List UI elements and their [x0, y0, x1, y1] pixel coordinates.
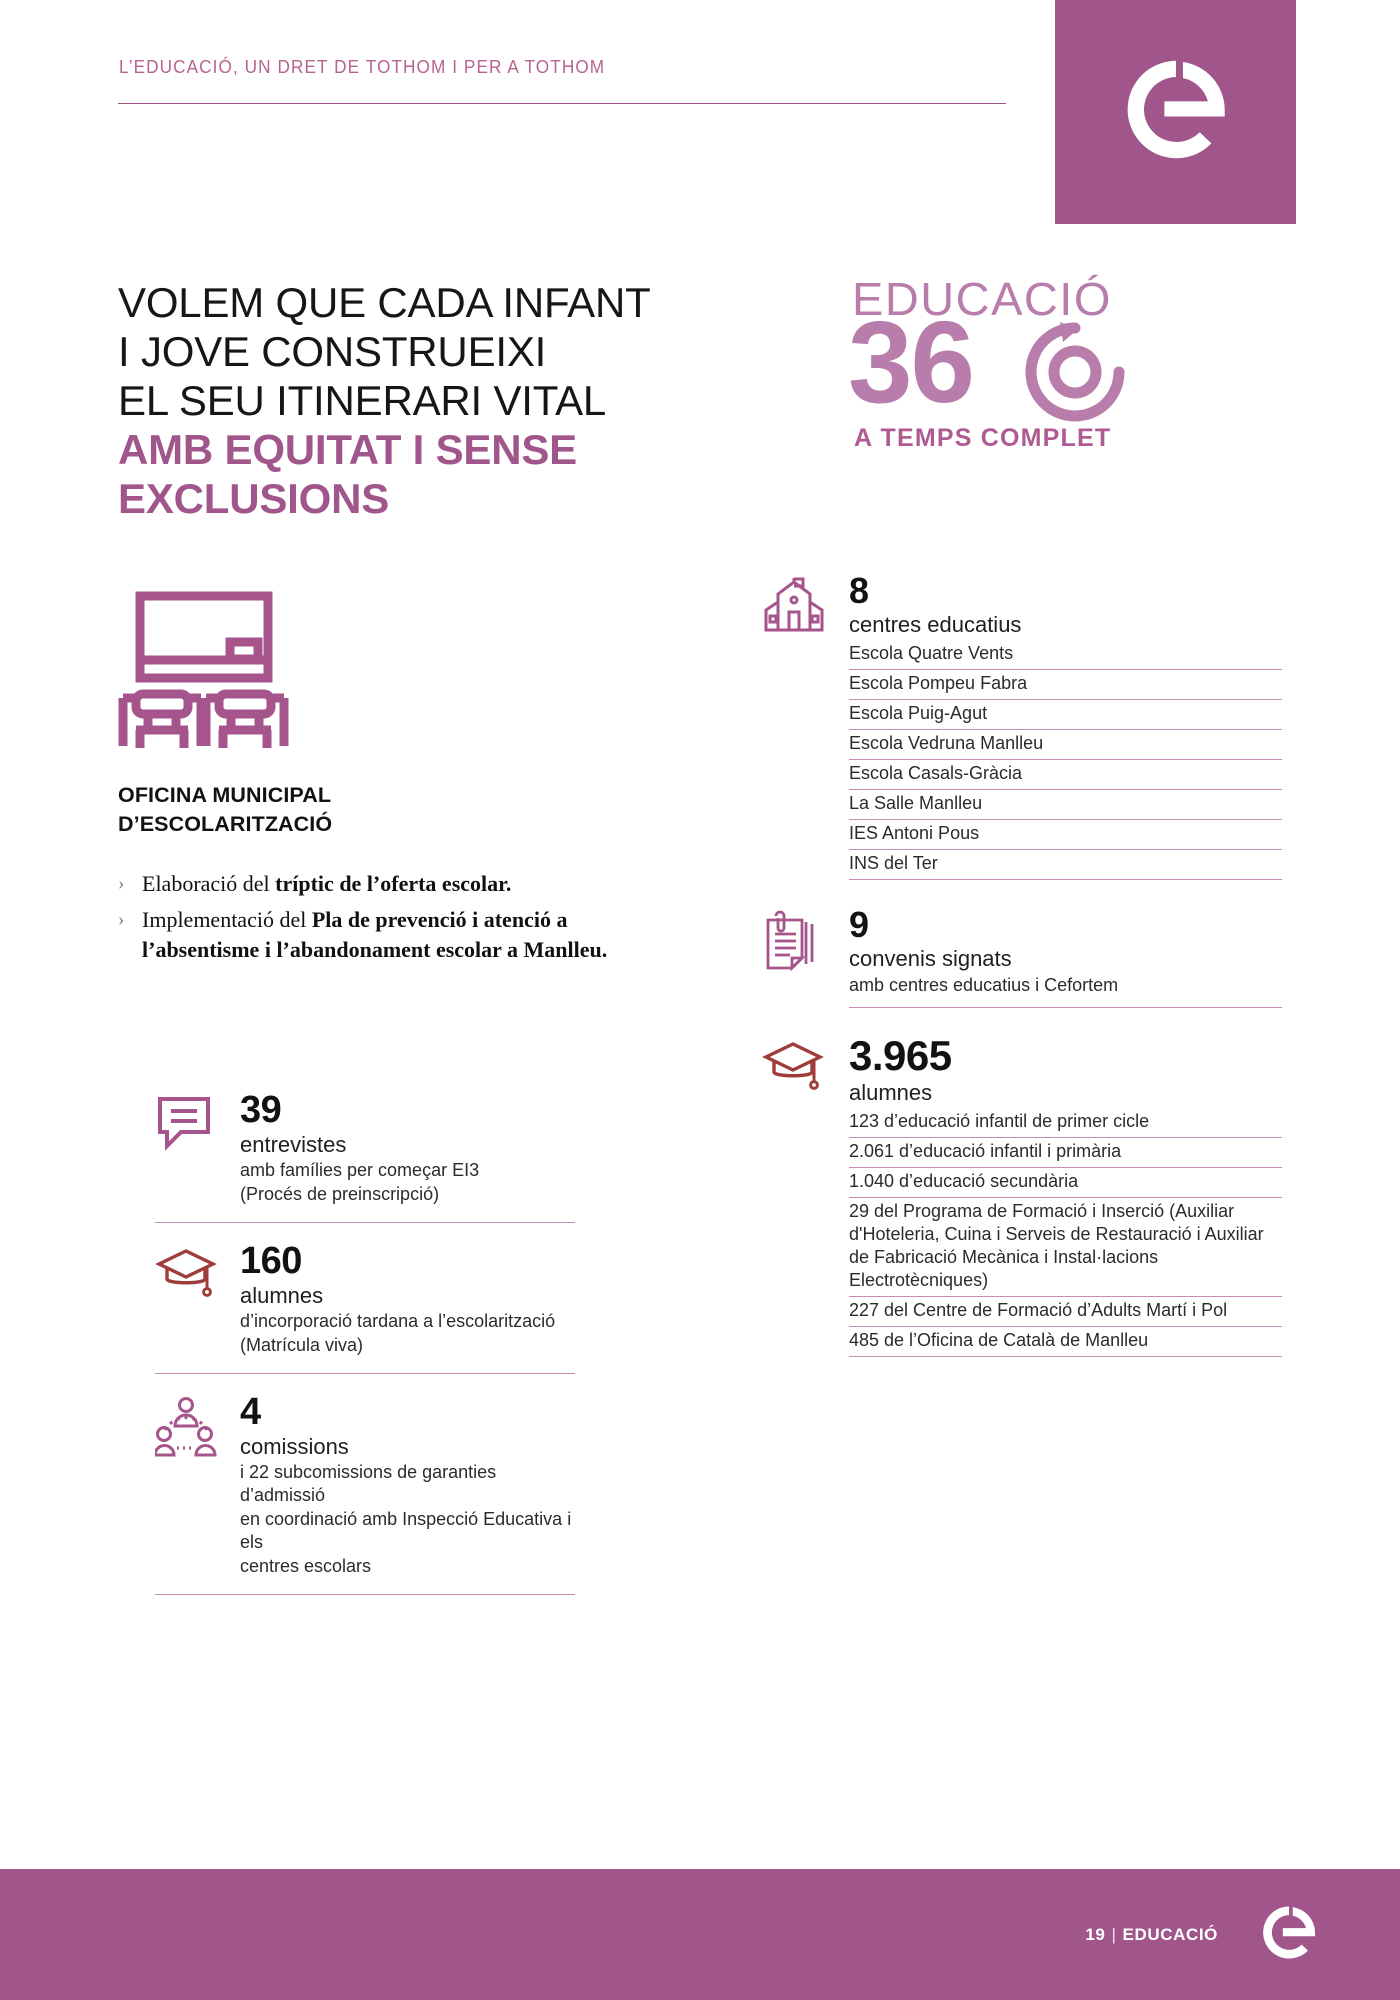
list-item: Escola Vedruna Manlleu	[849, 730, 1282, 760]
stat-number: 4	[240, 1391, 261, 1433]
stat-desc-line-1: amb famílies per começar EI3	[240, 1160, 480, 1180]
convenis-label: convenis signats	[849, 946, 1012, 971]
footer-section: EDUCACIÓ	[1122, 1924, 1218, 1944]
stat-label: alumnes	[240, 1283, 324, 1308]
bullet-text-plain: Elaboració del	[142, 871, 276, 896]
graduation-cap-icon	[762, 1038, 836, 1102]
bullet-text-plain: Implementació del	[142, 907, 312, 932]
block-alumnes-total	[762, 1034, 1282, 1357]
list-item: La Salle Manlleu	[849, 790, 1282, 820]
e-logo-icon	[1118, 52, 1234, 173]
page-title	[118, 278, 738, 523]
logo-word: EDUCACIÓ	[852, 273, 1112, 325]
block-centres-educatius	[762, 572, 1282, 880]
block-convenis-signats	[762, 906, 1282, 1008]
bullet-text-bold: Pla de prevenció i atenció a l’absentisme i l’abandonament escolar a Manlleu.	[142, 907, 608, 962]
stat-entrevistes	[155, 1090, 575, 1223]
circular-arrow-zero-icon	[1016, 316, 1134, 433]
stat-comissions	[155, 1392, 575, 1595]
list-item	[118, 869, 688, 899]
list-item: 2.061 d’educació infantil i primària	[849, 1138, 1282, 1168]
list-item: IES Antoni Pous	[849, 820, 1282, 850]
bullet-list	[118, 869, 688, 965]
subtitle-line-1: OFICINA MUNICIPAL	[118, 783, 332, 807]
list-item: 123 d’educació infantil de primer cicle	[849, 1108, 1282, 1138]
page-number: 19	[1085, 1924, 1106, 1944]
stat-desc-line-3: centres escolars	[240, 1556, 372, 1576]
page-eyebrow: L’EDUCACIÓ, UN DRET DE TOTHOM I PER A TOTHOM	[119, 56, 606, 77]
list-item: 227 del Centre de Formació d’Adults Martí i Pol	[849, 1297, 1282, 1327]
convenis-note: amb centres educatius i Cefortem	[849, 974, 1282, 1008]
bullet-text-bold: tríptic de l’oferta escolar.	[275, 871, 512, 896]
brand-logo-block	[1055, 0, 1296, 224]
e-logo-icon	[1258, 1901, 1320, 1968]
list-item	[118, 905, 688, 965]
stat-desc-line-2: (Matrícula viva)	[240, 1335, 364, 1355]
stat-desc-line-2: (Procés de preinscripció)	[240, 1184, 440, 1204]
classroom-desks-icon	[118, 590, 688, 755]
left-stat-list	[155, 1090, 575, 1613]
footer-label	[1085, 1925, 1218, 1945]
stat-desc-line-1: i 22 subcomissions de garanties d’admissió	[240, 1462, 497, 1505]
list-item: Escola Quatre Vents	[849, 640, 1282, 670]
stat-desc-line-1: d’incorporació tardana a l’escolarització	[240, 1311, 556, 1331]
speech-bubble-icon	[155, 1094, 225, 1156]
list-item: Escola Casals-Gràcia	[849, 760, 1282, 790]
headline-line-1: VOLEM QUE CADA INFANT	[118, 279, 651, 326]
chevron-right-icon: ›	[118, 873, 125, 894]
headline-line-3: EL SEU ITINERARI VITAL	[118, 377, 607, 424]
subtitle-line-2: D’ESCOLARITZACIÓ	[118, 812, 333, 836]
section-subtitle	[118, 781, 688, 839]
educacio-360-logo	[848, 272, 1168, 452]
convenis-number: 9	[849, 904, 869, 945]
logo-tagline: A TEMPS COMPLET	[854, 424, 1112, 452]
list-item: 29 del Programa de Formació i Inserció (Auxiliar d'Hoteleria, Cuina i Serveis de Restauració i Auxiliar de Fabricació Mecànica i Instal·lacions Electrotècniques)	[849, 1198, 1282, 1297]
centres-list	[849, 640, 1282, 880]
stat-label: entrevistes	[240, 1132, 347, 1157]
headline-accent-1: AMB EQUITAT I SENSE	[118, 426, 577, 473]
list-item: INS del Ter	[849, 850, 1282, 880]
headline-accent-2: EXCLUSIONS	[118, 475, 390, 522]
alumnes-label: alumnes	[849, 1080, 933, 1105]
centres-label: centres educatius	[849, 612, 1022, 637]
documents-icon	[762, 910, 836, 974]
stat-number: 39	[240, 1089, 282, 1131]
graduation-cap-icon	[155, 1245, 225, 1307]
stat-desc-line-2: en coordinació amb Inspecció Educativa i els	[240, 1509, 572, 1552]
stat-label: comissions	[240, 1434, 349, 1459]
footer-separator: |	[1111, 1924, 1117, 1944]
page-footer	[0, 1869, 1400, 2000]
header-divider	[118, 103, 1006, 104]
alumnes-breakdown-list	[849, 1108, 1282, 1357]
stat-alumnes-tardana	[155, 1241, 575, 1374]
chevron-right-icon: ›	[118, 909, 125, 930]
list-item: Escola Pompeu Fabra	[849, 670, 1282, 700]
list-item: Escola Puig-Agut	[849, 700, 1282, 730]
logo-number: 36	[848, 297, 974, 427]
school-building-icon	[762, 576, 836, 640]
headline-line-2: I JOVE CONSTRUEIXI	[118, 328, 547, 375]
people-group-icon	[155, 1396, 225, 1458]
right-column	[762, 572, 1282, 1383]
centres-number: 8	[849, 570, 869, 611]
left-column	[118, 590, 688, 971]
alumnes-number: 3.965	[849, 1032, 952, 1079]
list-item: 1.040 d’educació secundària	[849, 1168, 1282, 1198]
list-item: 485 de l’Oficina de Català de Manlleu	[849, 1327, 1282, 1357]
stat-number: 160	[240, 1240, 302, 1282]
